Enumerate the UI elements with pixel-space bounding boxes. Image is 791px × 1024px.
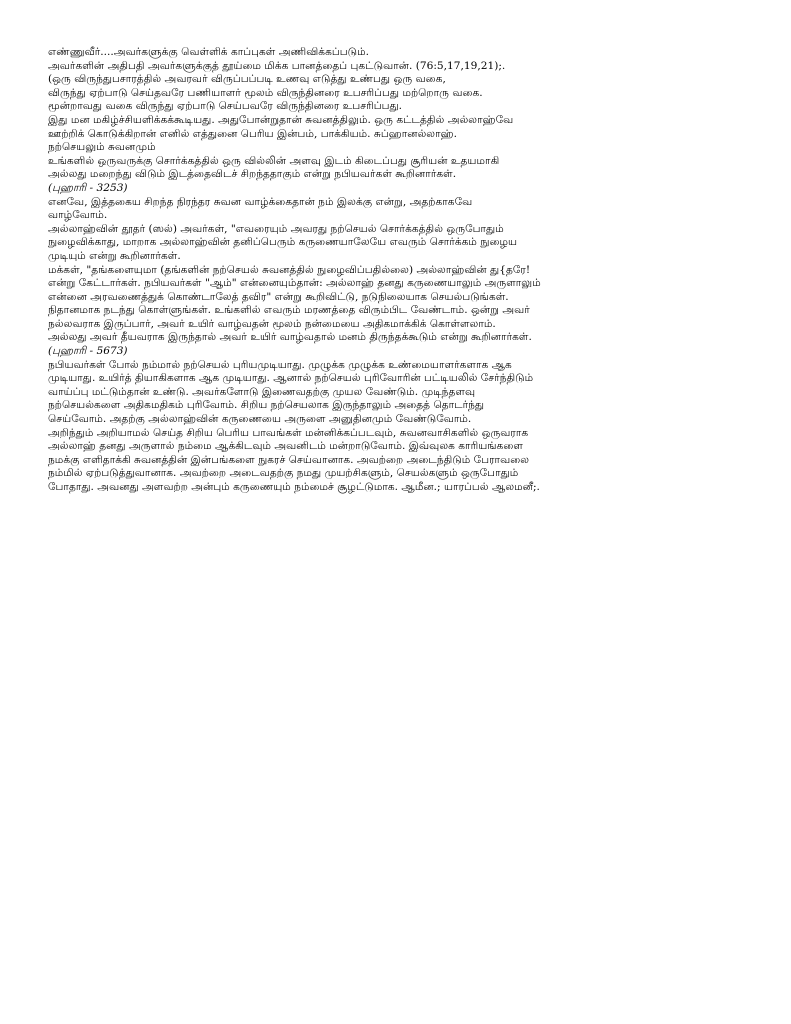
section-heading: நற்செயலும் சுவனமும்: [48, 141, 156, 154]
text-line-29: அறிந்தும் அறியாமல் செய்த சிறிய பெரிய பாவங்கள் மன்னிக்கப்படவும், சுவனவாசிகளில் ஒருவராக: [48, 426, 529, 439]
text-line-27: நற்செயல்களை அதிகமதிகம் புரிவோம். சிறிய நற்செயலாக இருந்தாலும் அதைத் தொடர்ந்து: [48, 399, 485, 412]
text-line-14: அல்லாஹ்வின் தூதர் (ஸல்) அவர்கள், "எவரையும் அவரது நற்செயல் சொர்க்கத்தில் ஒருபோதும்: [48, 222, 504, 235]
text-line-24: நபியவர்கள் போல் நம்மால் நற்செயல் புரியமுடியாது. முழுக்க முழுக்க உண்மையாளர்களாக ஆக: [48, 358, 512, 371]
text-line-12: எனவே, இத்தகைய சிறந்த நிரந்தர சுவன வாழ்க்கைதான் நம் இலக்கு என்று, அதற்காகவே: [48, 195, 473, 208]
text-line-10: அல்லது மறைந்து விடும் இடத்தைவிடச் சிறந்ததாகும் என்று நபியவர்கள் கூறினார்கள்.: [48, 168, 457, 181]
text-line-22: அல்லது அவர் தீயவராக இருந்தால் அவர் உயிர் வாழ்வதால் மனம் திருந்தக்கூடும் என்று கூறினார்கள்.: [48, 331, 532, 344]
text-line-28: செய்வோம். அதற்கு அல்லாஹ்வின் கருணையை அருளை அனுதினமும் வேண்டுவோம்.: [48, 413, 472, 426]
text-line-25: முடியாது. உயிர்த் தியாகிகளாக ஆக முடியாது. ஆனால் நற்செயல் புரிவோரின் பட்டியலில் சேர்ந்திடும்: [48, 372, 534, 385]
text-line-15: நுழைவிக்காது, மாறாக அல்லாஹ்வின் தனிப்பெரும் கருணையாலேயே எவரும் சொர்க்கம் நுழைய: [48, 236, 518, 249]
citation-bukhari-5673: (புஹாரி - 5673): [48, 345, 128, 358]
text-line-18: என்று கேட்டார்கள். நபியவர்கள் "ஆம்" என்னையும்தான்: அல்லாஹ் தனது கருணையாலும் அருளாலும்: [48, 277, 541, 290]
text-line-6: இது மன மகிழ்ச்சியளிக்கக்கூடியது. அதுபோன்றுதான் சுவனத்திலும். ஒரு கட்டத்தில் அல்லாஹ்வே: [48, 113, 514, 126]
text-line-13: வாழ்வோம்.: [48, 209, 108, 222]
text-line-16: முடியும் என்று கூறினார்கள்.: [48, 249, 181, 262]
text-line-2: அவர்களின் அதிபதி அவர்களுக்குத் தூய்மை மிக்க பானத்தைப் புகட்டுவான். (76:5,17,19,21);.: [48, 59, 506, 72]
text-line-4: விருந்து ஏற்பாடு செய்தவரே பணியாளர் மூலம் விருந்தினரை உபசரிப்பது மற்றொரு வகை.: [48, 86, 483, 99]
text-line-17: மக்கள், "தங்களையுமா (தங்களின் நற்செயல் சுவனத்தில் நுழைவிப்பதில்லை) அல்லாஹ்வின் து{தரே!: [48, 263, 531, 276]
text-line-7: ஊற்றிக் கொடுக்கிறான் எனில் எத்துனை பெரிய இன்பம், பாக்கியம். சுப்ஹானல்லாஹ்.: [48, 127, 457, 140]
text-line-33: போதாது. அவனது அளவற்ற அன்பும் கருணையும் நம்மைச் சூழட்டுமாக. ஆமீன.; யாரப்பல் ஆலமனீ;.: [48, 481, 540, 493]
text-line-20: நிதானமாக நடந்து கொள்ளுங்கள். உங்களில் எவரும் மரணத்தை விரும்பிட வேண்டாம். ஒன்று அவர்: [48, 304, 530, 317]
text-line-32: நம்மில் ஏற்படுத்துவானாக. அவற்றை அடைவதற்கு நமது முயற்சிகளும், செயல்களும் ஒருபோதும்: [48, 467, 519, 480]
text-line-26: வாய்ப்பு மட்டும்தான் உண்டு. அவர்களோடு இணைவதற்கு முயல வேண்டும். முடிந்தளவு: [48, 385, 476, 398]
text-line-9: உங்களில் ஒருவருக்கு சொர்க்கத்தில் ஒரு வில்லின் அளவு இடம் கிடைப்பது சூரியன் உதயமாகி: [48, 154, 500, 167]
citation-bukhari-3253: (புஹாரி - 3253): [48, 181, 128, 194]
text-line-21: நல்லவராக இருப்பார், அவர் உயிர் வாழ்வதன் மூலம் நன்மையை அதிகமாக்கிக் கொள்ளலாம்.: [48, 317, 496, 330]
text-line-1: எண்ணுவீர்....அவர்களுக்கு வெள்ளிக் காப்புகள் அணிவிக்கப்படும்.: [48, 46, 369, 58]
text-line-5: மூன்றாவது வகை விருந்து ஏற்பாடு செய்பவரே விருந்தினரை உபசரிப்பது.: [48, 100, 403, 113]
text-line-3: (ஒரு விருந்துபசாரத்தில் அவரவர் விருப்பப்படி உணவு எடுத்து உண்பது ஒரு வகை,: [48, 73, 446, 86]
document-body: [48, 46, 768, 495]
text-line-30: அல்லாஹ் தனது அருளால் நம்மை ஆக்கிடவும் அவனிடம் மன்றாடுவோம். இவ்வுலக காரியங்களை: [48, 440, 523, 453]
text-line-19: என்னை அரவணைத்துக் கொண்டாலேத் தவிர" என்று கூறிவிட்டு, நடுநிலையாக செயல்படுங்கள்.: [48, 290, 509, 303]
text-line-31: நமக்கு எளிதாக்கி சுவனத்தின் இன்பங்களை நுகரச் செய்வானாக. அவற்றை அடைந்திடும் பேராவலை: [48, 453, 530, 466]
